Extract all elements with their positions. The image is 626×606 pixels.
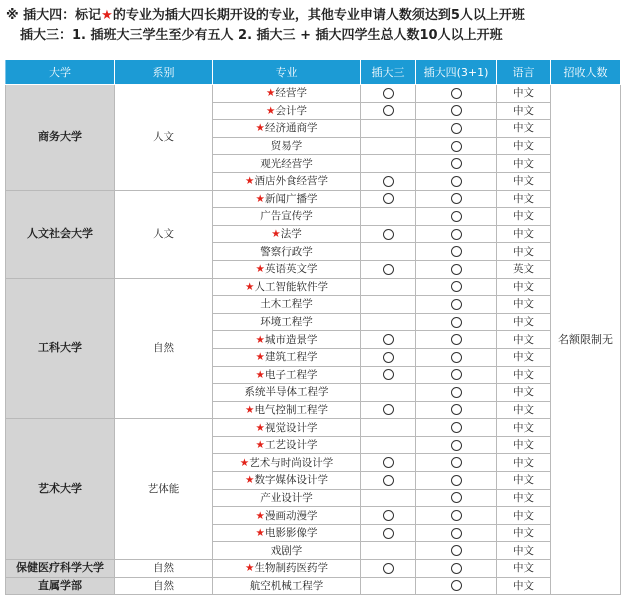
language-cell: 中文: [497, 507, 551, 525]
language-cell: 中文: [497, 577, 551, 595]
language-cell: 中文: [497, 348, 551, 366]
circle-icon: [451, 264, 462, 275]
circle-icon: [451, 176, 462, 187]
star-icon: ★: [245, 474, 255, 487]
circle-icon: [451, 563, 462, 574]
year3-cell: [361, 260, 416, 278]
language-cell: 中文: [497, 137, 551, 155]
star-icon: ★: [255, 509, 265, 522]
language-cell: 中文: [497, 102, 551, 120]
note-year4-suffix: 的专业为插大四长期开设的专业，其他专业申请人数须达到5人以上开班: [112, 8, 525, 23]
circle-icon: [383, 193, 394, 204]
major-name: 工艺设计学: [264, 439, 318, 452]
year4-cell: [416, 225, 497, 243]
year4-cell: [416, 401, 497, 419]
year4-cell: [416, 436, 497, 454]
year4-cell: [416, 331, 497, 349]
language-cell: 中文: [497, 243, 551, 261]
major-cell: [213, 313, 361, 331]
language-cell: 中文: [497, 489, 551, 507]
year3-cell: [361, 454, 416, 472]
year3-cell: [361, 155, 416, 173]
major-name: 会计学: [275, 104, 307, 117]
circle-icon: [451, 492, 462, 503]
major-name: 城市造景学: [264, 333, 318, 346]
year4-cell: [416, 348, 497, 366]
year3-cell: [361, 243, 416, 261]
year3-cell: [361, 120, 416, 138]
year3-cell: [361, 507, 416, 525]
major-cell: [213, 401, 361, 419]
circle-icon: [451, 510, 462, 521]
major-cell: [213, 331, 361, 349]
major-cell: [213, 419, 361, 437]
col-header-major: 专业: [213, 60, 361, 85]
major-cell: [213, 524, 361, 542]
major-name: 数字媒体设计学: [254, 474, 328, 487]
note-year4-prefix: ※ 插大四：标记: [6, 8, 102, 23]
circle-icon: [451, 440, 462, 451]
notes: [6, 6, 620, 46]
star-icon: ★: [266, 104, 276, 117]
col-header-university: 大学: [6, 60, 115, 85]
major-cell: [213, 296, 361, 314]
circle-icon: [451, 387, 462, 398]
language-cell: 中文: [497, 472, 551, 490]
year4-cell: [416, 190, 497, 208]
language-cell: 中文: [497, 366, 551, 384]
language-cell: 中文: [497, 419, 551, 437]
col-header-language: 语言: [497, 60, 551, 85]
circle-icon: [451, 317, 462, 328]
major-name: 航空机械工程学: [249, 579, 324, 592]
university-cell: 直属学部: [6, 577, 115, 595]
major-name: 新闻广播学: [264, 192, 318, 205]
year3-cell: [361, 331, 416, 349]
year4-cell: [416, 102, 497, 120]
language-cell: 中文: [497, 560, 551, 578]
major-name: 警察行政学: [260, 245, 313, 258]
circle-icon: [451, 422, 462, 433]
major-name: 经济通商学: [264, 122, 318, 135]
year4-cell: [416, 419, 497, 437]
major-cell: [213, 436, 361, 454]
major-cell: [213, 366, 361, 384]
year3-cell: [361, 401, 416, 419]
year3-cell: [361, 208, 416, 226]
year3-cell: [361, 419, 416, 437]
year3-cell: [361, 225, 416, 243]
year4-cell: [416, 137, 497, 155]
language-cell: 中文: [497, 278, 551, 296]
major-cell: [213, 348, 361, 366]
language-cell: 中文: [497, 384, 551, 402]
circle-icon: [451, 352, 462, 363]
table-header-row: [6, 60, 621, 85]
star-icon: ★: [266, 87, 276, 100]
circle-icon: [451, 334, 462, 345]
major-cell: [213, 120, 361, 138]
language-cell: 中文: [497, 524, 551, 542]
star-icon: ★: [255, 351, 265, 364]
circle-icon: [451, 404, 462, 415]
program-table: [5, 59, 621, 595]
year4-cell: [416, 243, 497, 261]
circle-icon: [383, 457, 394, 468]
language-cell: 中文: [497, 454, 551, 472]
circle-icon: [451, 369, 462, 380]
star-icon: ★: [255, 263, 265, 276]
department-cell: 自然: [115, 577, 213, 595]
major-cell: [213, 137, 361, 155]
language-cell: 中文: [497, 120, 551, 138]
major-cell: [213, 384, 361, 402]
year3-cell: [361, 577, 416, 595]
language-cell: 中文: [497, 331, 551, 349]
year3-cell: [361, 489, 416, 507]
table-row: [6, 419, 621, 437]
university-cell: 艺术大学: [6, 419, 115, 560]
major-name: 生物制药医药学: [254, 562, 328, 575]
major-cell: [213, 85, 361, 103]
table-row: [6, 577, 621, 595]
year4-cell: [416, 472, 497, 490]
major-cell: [213, 560, 361, 578]
year3-cell: [361, 278, 416, 296]
major-name: 系统半导体工程学: [244, 386, 329, 399]
star-icon: ★: [255, 368, 265, 381]
major-cell: [213, 225, 361, 243]
major-cell: [213, 489, 361, 507]
department-cell: 人文: [115, 85, 213, 191]
year4-cell: [416, 120, 497, 138]
circle-icon: [383, 404, 394, 415]
circle-icon: [451, 246, 462, 257]
year3-cell: [361, 172, 416, 190]
year4-cell: [416, 507, 497, 525]
circle-icon: [383, 475, 394, 486]
year4-cell: [416, 542, 497, 560]
star-icon: ★: [239, 456, 250, 469]
circle-icon: [451, 123, 462, 134]
major-name: 艺术与时尚设计学: [249, 456, 334, 469]
major-cell: [213, 472, 361, 490]
major-cell: [213, 172, 361, 190]
note-year4: [6, 6, 620, 26]
department-cell: 人文: [115, 190, 213, 278]
major-name: 土木工程学: [260, 298, 313, 311]
year3-cell: [361, 384, 416, 402]
language-cell: 中文: [497, 85, 551, 103]
language-cell: 中文: [497, 296, 551, 314]
col-header-department: 系别: [115, 60, 213, 85]
major-name: 漫画动漫学: [264, 509, 318, 522]
major-cell: [213, 577, 361, 595]
circle-icon: [383, 510, 394, 521]
note-year3: 插大三：1. 插班大三学生至少有五人 2. 插大三 + 插大四学生总人数10人以上开班: [20, 28, 503, 43]
university-cell: 人文社会大学: [6, 190, 115, 278]
year3-cell: [361, 85, 416, 103]
major-name: 广告宣传学: [260, 210, 313, 223]
language-cell: 中文: [497, 313, 551, 331]
year4-cell: [416, 260, 497, 278]
year3-cell: [361, 472, 416, 490]
circle-icon: [451, 545, 462, 556]
circle-icon: [383, 105, 394, 116]
year3-cell: [361, 348, 416, 366]
circle-icon: [451, 299, 462, 310]
table-body: [6, 85, 621, 595]
major-cell: [213, 507, 361, 525]
major-cell: [213, 102, 361, 120]
language-cell: 中文: [497, 208, 551, 226]
university-cell: 商务大学: [6, 85, 115, 191]
major-name: 建筑工程学: [264, 351, 318, 364]
year4-cell: [416, 313, 497, 331]
circle-icon: [451, 580, 462, 591]
major-cell: [213, 260, 361, 278]
circle-icon: [451, 105, 462, 116]
major-name: 经营学: [275, 87, 307, 100]
major-name: 视觉设计学: [264, 421, 318, 434]
year3-cell: [361, 190, 416, 208]
year4-cell: [416, 172, 497, 190]
circle-icon: [383, 563, 394, 574]
circle-icon: [383, 229, 394, 240]
year3-cell: [361, 524, 416, 542]
col-header-year4: 插大四(3+1): [416, 60, 497, 85]
table-row: [6, 560, 621, 578]
year3-cell: [361, 296, 416, 314]
star-icon: ★: [245, 562, 255, 575]
star-icon: ★: [245, 175, 255, 188]
star-icon: ★: [245, 280, 255, 293]
circle-icon: [451, 281, 462, 292]
major-name: 观光经营学: [260, 157, 313, 170]
language-cell: 中文: [497, 225, 551, 243]
major-name: 产业设计学: [260, 491, 313, 504]
year3-cell: [361, 560, 416, 578]
col-header-year3: 插大三: [361, 60, 416, 85]
circle-icon: [451, 457, 462, 468]
star-icon: ★: [255, 421, 265, 434]
major-name: 电子工程学: [264, 368, 318, 381]
major-name: 电影影像学: [264, 527, 318, 540]
star-icon: ★: [255, 122, 265, 135]
star-icon: ★: [255, 333, 265, 346]
major-cell: [213, 278, 361, 296]
circle-icon: [383, 528, 394, 539]
star-icon: ★: [271, 228, 281, 241]
department-cell: 自然: [115, 560, 213, 578]
circle-icon: [451, 141, 462, 152]
table-row: [6, 85, 621, 103]
university-cell: 保健医疗科学大学: [6, 560, 115, 578]
year4-cell: [416, 366, 497, 384]
language-cell: 中文: [497, 542, 551, 560]
year3-cell: [361, 102, 416, 120]
star-icon: ★: [255, 527, 265, 540]
major-name: 酒店外食经营学: [254, 175, 328, 188]
major-cell: [213, 454, 361, 472]
major-name: 英语英文学: [264, 263, 318, 276]
year4-cell: [416, 524, 497, 542]
language-cell: 中文: [497, 436, 551, 454]
year4-cell: [416, 278, 497, 296]
language-cell: 中文: [497, 190, 551, 208]
table-row: [6, 278, 621, 296]
year4-cell: [416, 384, 497, 402]
circle-icon: [451, 475, 462, 486]
year4-cell: [416, 577, 497, 595]
year4-cell: [416, 296, 497, 314]
language-cell: 中文: [497, 401, 551, 419]
circle-icon: [383, 334, 394, 345]
major-name: 法学: [280, 228, 302, 241]
year4-cell: [416, 454, 497, 472]
quota-cell: 名额限制无: [551, 85, 621, 595]
circle-icon: [451, 528, 462, 539]
major-cell: [213, 208, 361, 226]
star-icon: ★: [255, 192, 265, 205]
year4-cell: [416, 155, 497, 173]
major-name: 戏剧学: [270, 544, 303, 557]
circle-icon: [451, 193, 462, 204]
major-cell: [213, 190, 361, 208]
year4-cell: [416, 560, 497, 578]
year3-cell: [361, 366, 416, 384]
circle-icon: [451, 158, 462, 169]
table-row: [6, 190, 621, 208]
circle-icon: [383, 352, 394, 363]
star-icon: ★: [255, 439, 265, 452]
department-cell: 艺体能: [115, 419, 213, 560]
circle-icon: [383, 88, 394, 99]
major-cell: [213, 243, 361, 261]
star-icon: ★: [101, 8, 113, 23]
circle-icon: [383, 369, 394, 380]
year3-cell: [361, 542, 416, 560]
year3-cell: [361, 436, 416, 454]
year4-cell: [416, 208, 497, 226]
year3-cell: [361, 313, 416, 331]
major-cell: [213, 542, 361, 560]
major-name: 电气控制工程学: [254, 403, 328, 416]
col-header-quota: 招收人数: [551, 60, 621, 85]
language-cell: 中文: [497, 172, 551, 190]
circle-icon: [451, 211, 462, 222]
circle-icon: [383, 176, 394, 187]
major-name: 环境工程学: [260, 316, 313, 329]
circle-icon: [451, 88, 462, 99]
major-cell: [213, 155, 361, 173]
star-icon: ★: [245, 403, 255, 416]
year3-cell: [361, 137, 416, 155]
circle-icon: [451, 229, 462, 240]
year4-cell: [416, 489, 497, 507]
department-cell: 自然: [115, 278, 213, 419]
major-name: 贸易学: [270, 140, 303, 153]
circle-icon: [383, 264, 394, 275]
language-cell: 英文: [497, 260, 551, 278]
language-cell: 中文: [497, 155, 551, 173]
university-cell: 工科大学: [6, 278, 115, 419]
major-name: 人工智能软件学: [254, 280, 328, 293]
year4-cell: [416, 85, 497, 103]
